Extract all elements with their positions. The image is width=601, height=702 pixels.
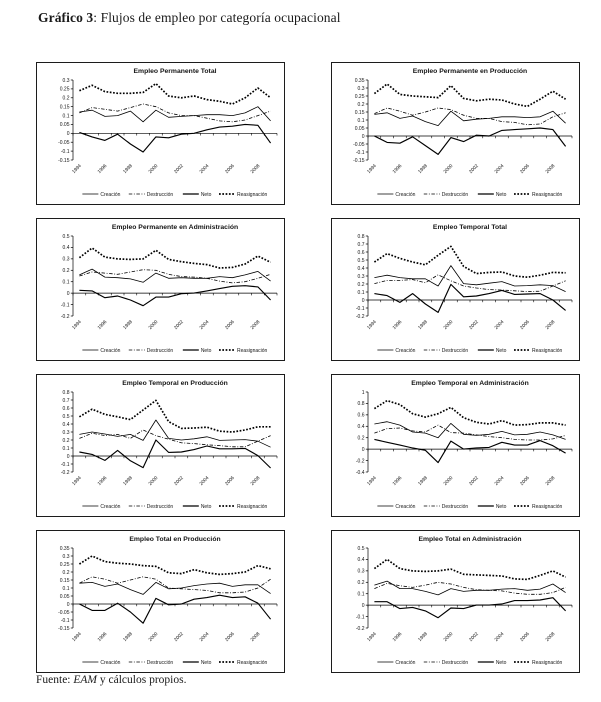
y-tick-label: -0.2 xyxy=(355,625,365,632)
y-tick-label: 0.5 xyxy=(357,257,365,264)
x-tick-label: 2006 xyxy=(519,163,531,175)
y-tick-label: 0.7 xyxy=(357,241,365,248)
legend-label-creacion: Creación xyxy=(395,191,416,198)
figure-title-text: : Flujos de empleo por categoría ocupacional xyxy=(93,10,341,25)
series-line-creacion xyxy=(374,422,565,440)
y-tick-label: 0.4 xyxy=(357,424,365,431)
y-tick-label: -0.1 xyxy=(60,617,70,624)
x-tick-label: 2006 xyxy=(519,631,531,643)
y-tick-label: 0.8 xyxy=(357,233,365,240)
y-tick-label: 0.3 xyxy=(62,429,70,436)
series-line-reasignacion xyxy=(374,84,565,106)
y-tick-label: 0.3 xyxy=(357,273,365,280)
legend-label-reasignacion: Reasignación xyxy=(237,659,268,666)
chart-box-empleo-permanente-administracion xyxy=(36,218,285,361)
x-tick-label: 1994 xyxy=(71,163,83,175)
x-tick-label: 2008 xyxy=(250,475,262,487)
y-tick-label: -0.1 xyxy=(355,305,365,312)
x-tick-label: 2004 xyxy=(199,319,211,331)
y-tick-label: 0 xyxy=(66,453,70,460)
y-tick-label: 0.2 xyxy=(62,95,70,102)
legend-label-destruccion: Destrucción xyxy=(146,659,174,666)
y-tick-label: 0.3 xyxy=(62,553,70,560)
x-tick-label: 2000 xyxy=(148,475,160,487)
y-tick-label: 0.8 xyxy=(62,389,70,396)
y-tick-label: 0 xyxy=(361,446,365,453)
y-tick-label: 1 xyxy=(361,389,365,396)
legend-label-neto: Neto xyxy=(495,191,507,198)
chart-canvas-empleo-temporal-administracion xyxy=(332,375,579,516)
y-tick-label: 0.6 xyxy=(62,405,70,412)
x-tick-label: 2000 xyxy=(443,319,455,331)
y-tick-label: -0.2 xyxy=(355,313,365,320)
x-tick-label: 2002 xyxy=(468,475,480,487)
y-tick-label: -0.4 xyxy=(355,469,365,476)
y-tick-label: 0.3 xyxy=(62,77,70,84)
x-tick-label: 2006 xyxy=(224,163,236,175)
chart-canvas-empleo-permanente-total xyxy=(37,63,284,204)
legend-label-creacion: Creación xyxy=(100,347,121,354)
series-line-reasignacion xyxy=(79,400,270,432)
y-tick-label: 0.1 xyxy=(62,279,70,286)
x-tick-label: 1998 xyxy=(122,163,134,175)
legend-label-reasignacion: Reasignación xyxy=(532,347,563,354)
y-tick-label: 0.4 xyxy=(357,265,365,272)
x-tick-label: 2006 xyxy=(224,631,236,643)
series-line-reasignacion xyxy=(374,401,565,426)
x-tick-label: 2000 xyxy=(443,163,455,175)
chart-box-empleo-temporal-total xyxy=(331,218,580,361)
chart-title: Empleo Permanente en Producción xyxy=(412,68,528,75)
chart-canvas-empleo-temporal-produccion xyxy=(37,375,284,516)
y-tick-label: 0.1 xyxy=(357,591,365,598)
chart-title: Empleo Temporal Total xyxy=(432,224,508,231)
legend-label-reasignacion: Reasignación xyxy=(532,659,563,666)
series-line-neto xyxy=(79,286,270,306)
x-tick-label: 2002 xyxy=(468,319,480,331)
chart-canvas-empleo-temporal-total xyxy=(332,219,579,360)
chart-title: Empleo Temporal en Producción xyxy=(122,380,228,387)
x-tick-label: 2000 xyxy=(443,475,455,487)
x-tick-label: 2008 xyxy=(545,163,557,175)
chart-box-empleo-temporal-administracion xyxy=(331,374,580,517)
source-suffix: y cálculos propios. xyxy=(97,674,187,686)
x-tick-label: 1994 xyxy=(71,475,83,487)
chart-canvas-empleo-permanente-administracion xyxy=(37,219,284,360)
y-tick-label: 0.1 xyxy=(62,585,70,592)
x-tick-label: 2002 xyxy=(173,631,185,643)
x-tick-label: 1994 xyxy=(366,319,378,331)
x-tick-label: 1998 xyxy=(417,631,429,643)
chart-box-empleo-total-administracion xyxy=(331,530,580,673)
legend-label-destruccion: Destrucción xyxy=(146,347,174,354)
y-tick-label: -0.1 xyxy=(60,302,70,309)
series-line-reasignacion xyxy=(374,559,565,579)
legend-label-neto: Neto xyxy=(495,659,507,666)
chart-box-empleo-permanente-produccion xyxy=(331,62,580,205)
x-tick-label: 1996 xyxy=(97,631,109,643)
y-tick-label: 0.4 xyxy=(62,245,70,252)
y-tick-label: -0.2 xyxy=(60,313,70,320)
x-tick-label: 2006 xyxy=(224,319,236,331)
x-tick-label: 2002 xyxy=(173,319,185,331)
y-tick-label: -0.2 xyxy=(60,469,70,476)
series-line-neto xyxy=(79,440,270,468)
series-line-neto xyxy=(374,128,565,154)
legend-label-reasignacion: Reasignación xyxy=(532,191,563,198)
x-tick-label: 1998 xyxy=(122,319,134,331)
y-tick-label: 0.05 xyxy=(59,593,70,600)
legend-label-destruccion: Destrucción xyxy=(441,347,469,354)
x-tick-label: 2008 xyxy=(250,319,262,331)
y-tick-label: 0.25 xyxy=(59,561,70,568)
y-tick-label: 0 xyxy=(66,601,70,608)
x-tick-label: 1996 xyxy=(392,163,404,175)
x-tick-label: 2004 xyxy=(494,163,506,175)
chart-box-empleo-temporal-produccion xyxy=(36,374,285,517)
y-tick-label: 0.5 xyxy=(62,233,70,240)
legend-label-creacion: Creación xyxy=(100,191,121,198)
series-line-neto xyxy=(79,595,270,623)
x-tick-label: 2008 xyxy=(250,631,262,643)
x-tick-label: 1998 xyxy=(417,475,429,487)
x-tick-label: 2004 xyxy=(199,163,211,175)
x-tick-label: 2006 xyxy=(519,319,531,331)
y-tick-label: 0.2 xyxy=(357,580,365,587)
series-line-reasignacion xyxy=(79,556,270,574)
chart-box-empleo-permanente-total xyxy=(36,62,285,205)
y-tick-label: 0.3 xyxy=(357,85,365,92)
series-line-neto xyxy=(374,598,565,618)
y-tick-label: 0.8 xyxy=(357,401,365,408)
x-tick-label: 2002 xyxy=(468,163,480,175)
series-line-creacion xyxy=(374,581,565,595)
y-tick-label: 0.2 xyxy=(357,101,365,108)
series-line-destruccion xyxy=(374,275,565,292)
charts-grid xyxy=(36,62,580,673)
y-tick-label: 0 xyxy=(361,602,365,609)
y-tick-label: -0.2 xyxy=(355,458,365,465)
chart-box-empleo-total-produccion xyxy=(36,530,285,673)
y-tick-label: 0.5 xyxy=(62,413,70,420)
x-tick-label: 2004 xyxy=(199,475,211,487)
x-tick-label: 1996 xyxy=(392,631,404,643)
y-tick-label: -0.15 xyxy=(58,625,70,632)
x-tick-label: 1996 xyxy=(392,319,404,331)
y-tick-label: 0 xyxy=(361,133,365,140)
x-tick-label: 1996 xyxy=(392,475,404,487)
x-tick-label: 2006 xyxy=(224,475,236,487)
chart-title: Empleo Temporal en Administración xyxy=(411,380,529,387)
chart-canvas-empleo-permanente-produccion xyxy=(332,63,579,204)
x-tick-label: 2002 xyxy=(468,631,480,643)
legend-label-reasignacion: Reasignación xyxy=(237,191,268,198)
series-line-reasignacion xyxy=(374,246,565,277)
legend-label-creacion: Creación xyxy=(395,347,416,354)
series-line-destruccion xyxy=(79,430,270,447)
x-tick-label: 1998 xyxy=(417,319,429,331)
y-tick-label: 0.25 xyxy=(59,86,70,93)
chart-canvas-empleo-total-administracion xyxy=(332,531,579,672)
legend-label-neto: Neto xyxy=(200,347,212,354)
x-tick-label: 2004 xyxy=(494,475,506,487)
x-tick-label: 1996 xyxy=(97,475,109,487)
legend-label-neto: Neto xyxy=(200,659,212,666)
y-tick-label: -0.05 xyxy=(58,609,70,616)
series-line-neto xyxy=(79,124,270,152)
chart-title: Empleo Permanente en Administración xyxy=(111,224,239,231)
y-tick-label: 0 xyxy=(361,297,365,304)
x-tick-label: 1998 xyxy=(122,631,134,643)
y-tick-label: 0.15 xyxy=(59,104,70,111)
x-tick-label: 2000 xyxy=(148,631,160,643)
legend-label-neto: Neto xyxy=(200,191,212,198)
legend-label-destruccion: Destrucción xyxy=(441,191,469,198)
y-tick-label: 0.35 xyxy=(354,77,365,84)
source-prefix: Fuente: xyxy=(36,674,74,686)
y-tick-label: -0.1 xyxy=(60,148,70,155)
chart-title: Empleo Total en Administración xyxy=(418,536,522,543)
y-tick-label: 0.05 xyxy=(59,122,70,129)
y-tick-label: 0.25 xyxy=(354,93,365,100)
x-tick-label: 2008 xyxy=(545,631,557,643)
y-tick-label: 0.5 xyxy=(357,545,365,552)
x-tick-label: 2002 xyxy=(173,475,185,487)
y-tick-label: 0.4 xyxy=(62,421,70,428)
x-tick-label: 1998 xyxy=(122,475,134,487)
x-tick-label: 1994 xyxy=(366,475,378,487)
y-tick-label: 0.1 xyxy=(62,113,70,120)
x-tick-label: 2008 xyxy=(545,319,557,331)
series-line-reasignacion xyxy=(79,248,270,268)
x-tick-label: 2000 xyxy=(148,163,160,175)
y-tick-label: 0.2 xyxy=(62,268,70,275)
series-line-destruccion xyxy=(374,108,565,125)
series-line-neto xyxy=(374,284,565,312)
legend-label-destruccion: Destrucción xyxy=(441,659,469,666)
series-line-creacion xyxy=(374,266,565,292)
x-tick-label: 2004 xyxy=(199,631,211,643)
series-line-reasignacion xyxy=(79,84,270,104)
y-tick-label: -0.05 xyxy=(353,141,365,148)
x-tick-label: 2008 xyxy=(545,475,557,487)
legend-label-neto: Neto xyxy=(495,347,507,354)
y-tick-label: 0.1 xyxy=(357,117,365,124)
legend-label-creacion: Creación xyxy=(395,659,416,666)
y-tick-label: 0.2 xyxy=(62,437,70,444)
legend-label-creacion: Creación xyxy=(100,503,121,510)
series-line-creacion xyxy=(374,111,565,125)
chart-title: Empleo Permanente Total xyxy=(133,68,217,75)
figure-label: Gráfico 3 xyxy=(38,10,94,25)
y-tick-label: -0.1 xyxy=(60,461,70,468)
x-tick-label: 2000 xyxy=(443,631,455,643)
legend-label-reasignacion: Reasignación xyxy=(237,347,268,354)
legend-label-reasignacion: Reasignación xyxy=(532,503,563,510)
y-tick-label: -0.05 xyxy=(58,140,70,147)
legend-label-neto: Neto xyxy=(200,503,212,510)
x-tick-label: 2004 xyxy=(494,319,506,331)
y-tick-label: 0.35 xyxy=(59,545,70,552)
figure-title xyxy=(38,10,341,26)
x-tick-label: 2000 xyxy=(148,319,160,331)
legend-label-creacion: Creación xyxy=(395,503,416,510)
series-line-destruccion xyxy=(79,270,270,283)
chart-canvas-empleo-total-produccion xyxy=(37,531,284,672)
y-tick-label: 0.7 xyxy=(62,397,70,404)
source-em: EAM xyxy=(73,674,98,686)
x-tick-label: 1994 xyxy=(366,163,378,175)
chart-title: Empleo Total en Producción xyxy=(129,536,221,543)
source-note xyxy=(36,674,186,686)
y-tick-label: 0.1 xyxy=(357,289,365,296)
series-line-creacion xyxy=(79,269,270,282)
legend-label-destruccion: Destrucción xyxy=(441,503,469,510)
legend-label-neto: Neto xyxy=(495,503,507,510)
x-tick-label: 1994 xyxy=(71,319,83,331)
series-line-creacion xyxy=(79,420,270,447)
y-tick-label: 0.15 xyxy=(59,577,70,584)
x-tick-label: 2002 xyxy=(173,163,185,175)
y-tick-label: 0 xyxy=(66,131,70,138)
legend-label-reasignacion: Reasignación xyxy=(237,503,268,510)
y-tick-label: -0.1 xyxy=(355,614,365,621)
y-tick-label: 0.2 xyxy=(357,435,365,442)
x-tick-label: 2006 xyxy=(519,475,531,487)
legend-label-destruccion: Destrucción xyxy=(146,191,174,198)
y-tick-label: 0.4 xyxy=(357,557,365,564)
y-tick-label: 0.15 xyxy=(354,109,365,116)
x-tick-label: 2004 xyxy=(494,631,506,643)
y-tick-label: 0.05 xyxy=(354,125,365,132)
series-line-destruccion xyxy=(79,104,270,122)
legend-label-creacion: Creación xyxy=(100,659,121,666)
y-tick-label: 0.6 xyxy=(357,249,365,256)
y-tick-label: -0.1 xyxy=(355,149,365,156)
y-tick-label: 0.2 xyxy=(357,281,365,288)
x-tick-label: 1998 xyxy=(417,163,429,175)
y-tick-label: 0.1 xyxy=(62,445,70,452)
x-tick-label: 2008 xyxy=(250,163,262,175)
x-tick-label: 1994 xyxy=(366,631,378,643)
x-tick-label: 1996 xyxy=(97,319,109,331)
x-tick-label: 1996 xyxy=(97,163,109,175)
y-tick-label: 0 xyxy=(66,290,70,297)
y-tick-label: 0.6 xyxy=(357,412,365,419)
legend-label-destruccion: Destrucción xyxy=(146,503,174,510)
y-tick-label: 0.3 xyxy=(357,568,365,575)
y-tick-label: -0.15 xyxy=(58,157,70,164)
y-tick-label: 0.2 xyxy=(62,569,70,576)
y-tick-label: 0.3 xyxy=(62,256,70,263)
x-tick-label: 1994 xyxy=(71,631,83,643)
y-tick-label: -0.15 xyxy=(353,157,365,164)
